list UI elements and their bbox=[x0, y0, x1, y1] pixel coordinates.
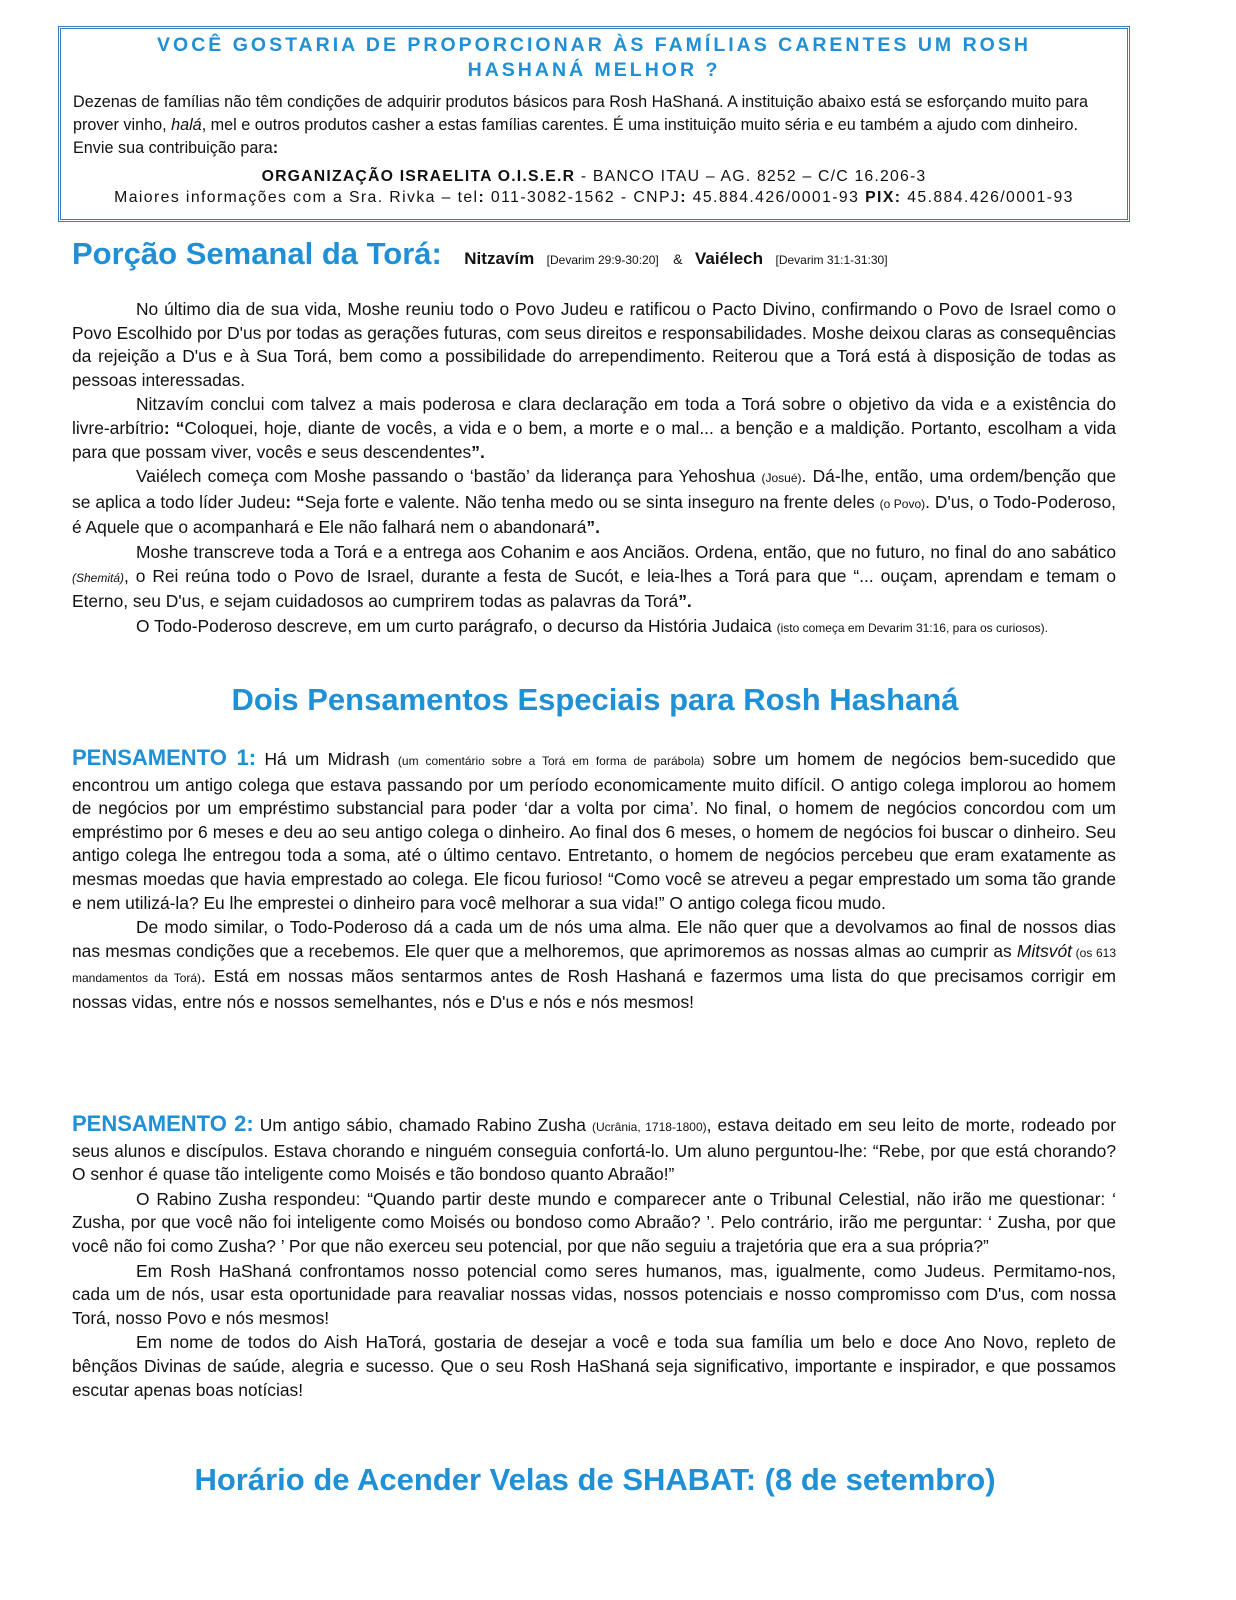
parsha-paragraph-3 bbox=[72, 465, 1116, 540]
pensamento-2-paragraph-4: Em nome de todos do Aish HaTorá, gostaria de desejar a você e toda sua família um belo e doce Ano Novo, repleto de bênçãos Divinas de saúde, alegria e sucesso. Que o seu Rosh HaShaná seja significativo, importante e inspirador, e que possamos escutar apenas boas notícias! bbox=[72, 1332, 1116, 1400]
donation-title-line1: VOCÊ GOSTARIA DE PROPORCIONAR ÀS FAMÍLIAS CARENTES UM ROSH bbox=[157, 34, 1031, 56]
parsha-1-ref: [Devarim 29:9-30:20] bbox=[546, 253, 659, 267]
pens2-c: , estava deitado em seu leito de morte, rodeado por seus alunos e discípulos. Estava chorando e ninguém conseguia confortá-lo. Um aluno perguntou-lhe: “Rebe, por que está chorando? O senhor é quase tão inteligente como Moisés e tão bondoso quanto Abraão!” bbox=[72, 1115, 1116, 1185]
p3d: : “ bbox=[285, 491, 305, 512]
pens2-b: (Ucrânia, 1718-1800) bbox=[592, 1120, 707, 1134]
p4a: Moshe transcreve toda a Torá e a entrega aos Cohanim e aos Anciãos. Ordena, então, que no futuro, no final do ano sabático bbox=[136, 541, 1116, 562]
donation-info bbox=[73, 188, 1115, 208]
pens1-e: (os 613 mandamentos da Torá) bbox=[72, 945, 1117, 986]
pens1-d: De modo similar, o Todo-Poderoso dá a cada um de nós uma alma. Ele não quer que a devolvamos ao final de nossos dias nas mesmas condições que a recebemos. Ele quer que a melhoremos, que aprimoremos as nossas almas ao cumprir as bbox=[72, 917, 1116, 961]
velas-heading: Horário de Acender Velas de SHABAT: (8 de setembro) bbox=[194, 1462, 996, 1497]
parsha-paragraph-2 bbox=[72, 393, 1116, 464]
p3c: . Dá-lhe, então, uma ordem/benção que se aplica a todo líder Judeu bbox=[72, 466, 1116, 512]
pensamento-1-paragraph-1 bbox=[72, 746, 1116, 915]
info-pix: PIX: bbox=[865, 189, 902, 206]
p5a: O Todo-Poderoso descreve, em um curto parágrafo, o decurso da História Judaica bbox=[136, 615, 777, 636]
parsha-text bbox=[72, 298, 1116, 641]
porcao-header bbox=[72, 236, 1132, 272]
p2c: Coloquei, hoje, diante de vocês, a vida e o bem, a morte e o mal... a benção e a maldição. Portanto, escolham a vida para que possam viver, vocês e seus descendentes bbox=[72, 417, 1116, 462]
info-a: Maiores informações com a Sra. Rivka – tel bbox=[114, 189, 479, 206]
p2a: Nitzavím conclui com talvez a mais poderosa e clara declaração em toda a Torá sobre o objetivo da vida e a existência do livre-arbítrio bbox=[72, 394, 1116, 438]
p2b: : “ bbox=[163, 417, 185, 438]
p3h: ”. bbox=[586, 517, 600, 538]
info-c: : bbox=[680, 189, 687, 206]
pens1-a: Há um Midrash bbox=[256, 749, 398, 769]
p4d: ”. bbox=[678, 591, 692, 612]
donation-org bbox=[73, 166, 1115, 188]
parsha-2-ref: [Devarim 31:1-31:30] bbox=[775, 253, 888, 267]
pensamento-1-label: PENSAMENTO 1: bbox=[72, 745, 257, 770]
org-name: ORGANIZAÇÃO ISRAELITA O.I.S.E.R bbox=[261, 168, 576, 185]
donation-text bbox=[73, 91, 1115, 160]
donation-box bbox=[58, 26, 1130, 222]
p4b: (Shemitá) bbox=[72, 570, 125, 585]
pens1-c: sobre um homem de negócios bem-sucedido que encontrou um antigo colega que estava passando por um período economicamente muito difícil. O antigo colega implorou ao homem de negócios por um empréstimo substancial para poder ‘dar a volta por cima’. No final, o homem de negócios concordou com um empréstimo por 6 meses e deu ao seu antigo colega o dinheiro. Ao final dos 6 meses, o homem de negócios foi buscar o dinheiro. Seu antigo colega lhe entregou toda a soma, até o último centavo. Entretanto, o homem de negócios percebeu que eram exatamente as mesmas moedas que havia emprestado ao colega. Ele ficou furioso! “Como você se atreveu a pegar emprestado um soma tão grande e nem utilizá-la? Eu lhe emprestei o dinheiro para você melhorar a sua vida!” O antigo colega ficou mudo. bbox=[72, 749, 1116, 913]
pensamento-2 bbox=[72, 1112, 1116, 1403]
parsha-paragraph-5 bbox=[72, 615, 1116, 641]
pens1-mitsvot: Mitsvót bbox=[1016, 940, 1072, 961]
pensamento-2-paragraph-1 bbox=[72, 1112, 1116, 1187]
parsha-amp: & bbox=[673, 251, 683, 267]
p5b: (isto começa em Devarim 31:16, para os curiosos). bbox=[776, 620, 1049, 635]
pens2-a: Um antigo sábio, chamado Rabino Zusha bbox=[253, 1115, 592, 1135]
pensamento-1 bbox=[72, 746, 1116, 1016]
pensamento-2-label: PENSAMENTO 2: bbox=[72, 1111, 254, 1136]
p3a: Vaiélech começa com Moshe passando o ‘bastão’ da liderança para Yehoshua bbox=[136, 466, 762, 487]
donation-text-hala: halá bbox=[171, 116, 202, 134]
info-e: 45.884.426/0001-93 bbox=[901, 189, 1074, 206]
parsha-paragraph-4 bbox=[72, 541, 1116, 614]
pens1-f: . Está em nossas mãos sentarmos antes de Rosh Hashaná e fazermos uma lista do que precisamos corrigir em nossas vidas, entre nós e nossos semelhantes, nós e D'us e nós e nós mesmos! bbox=[72, 966, 1116, 1012]
donation-text-a: Dezenas de famílias não têm condições de adquirir produtos básicos para Rosh HaShaná. A instituição abaixo está se esforçando muito para prover vinho, bbox=[73, 93, 1089, 134]
parsha-1-name: Nitzavím bbox=[464, 249, 535, 268]
info-b: 011-3082-1562 - CNPJ bbox=[485, 189, 681, 206]
p3g: . D'us, o Todo-Poderoso, é Aquele que o acompanhará e Ele não falhará nem o abandonará bbox=[72, 491, 1116, 538]
p3b: (Josué) bbox=[761, 471, 802, 486]
pens1-b: (um comentário sobre a Torá em forma de parábola) bbox=[397, 754, 705, 768]
donation-title-line2: HASHANÁ MELHOR ? bbox=[467, 59, 721, 81]
info-d: 45.884.426/0001-93 bbox=[686, 189, 866, 206]
pensamento-1-paragraph-2 bbox=[72, 916, 1116, 1014]
donation-text-b: , mel e outros produtos casher a estas famílias carentes. É uma instituição muito séria e eu também a ajudo com dinheiro. Envie sua contribuição para bbox=[73, 116, 1079, 157]
pensamento-2-paragraph-3: Em Rosh HaShaná confrontamos nosso potencial como seres humanos, mas, igualmente, como Judeus. Permitamo-nos, cada um de nós, usar esta oportunidade para reavaliar nossas vidas, nossos potenciais e nosso compromisso com D'us, com nossa Torá, nosso Povo e nós mesmos! bbox=[72, 1260, 1116, 1328]
info-colon: : bbox=[478, 189, 486, 206]
donation-title bbox=[73, 33, 1115, 83]
p2d: ”. bbox=[471, 441, 485, 462]
dois-heading: Dois Pensamentos Especiais para Rosh Hashaná bbox=[231, 682, 959, 717]
parsha-paragraph-1: No último dia de sua vida, Moshe reuniu todo o Povo Judeu e ratificou o Pacto Divino, confirmando o Povo de Israel como o Povo Escolhido por D'us por todas as gerações futuras, com seus direitos e responsabilidades. Moshe deixou claras as consequências da rejeição a D'us e à Sua Torá, bem como a possibilidade do arrependimento. Reiterou que a Torá está à disposição de todas as pessoas interessadas. bbox=[72, 299, 1116, 390]
org-bank: - BANCO ITAU – AG. 8252 – C/C 16.206-3 bbox=[575, 168, 927, 185]
porcao-title: Porção Semanal da Torá: bbox=[72, 236, 442, 271]
p4c: , o Rei reúna todo o Povo de Israel, durante a festa de Sucót, e leia-lhes a Torá para que “... ouçam, aprendam e temam o Eterno, seu D'us, e sejam cuidadosos ao cumprirem todas as palavras da Torá bbox=[72, 565, 1116, 612]
p3e: Seja forte e valente. Não tenha medo ou se sinta inseguro na frente deles bbox=[304, 491, 880, 512]
p3f: (o Povo) bbox=[879, 496, 926, 511]
pensamento-2-paragraph-2: O Rabino Zusha respondeu: “Quando partir deste mundo e comparecer ante o Tribunal Celestial, não irão me questionar: ‘ Zusha, por que você não foi inteligente como Moisés ou bondoso como Abraão? ’. Pelo contrário, irão me perguntar: ‘ Zusha, por que você não foi como Zusha? ’ Por que não exerceu seu potencial, por que não seguiu a trajetória que era a sua própria?” bbox=[72, 1188, 1116, 1256]
parsha-2-name: Vaiélech bbox=[694, 249, 764, 268]
donation-text-colon: : bbox=[272, 139, 279, 157]
